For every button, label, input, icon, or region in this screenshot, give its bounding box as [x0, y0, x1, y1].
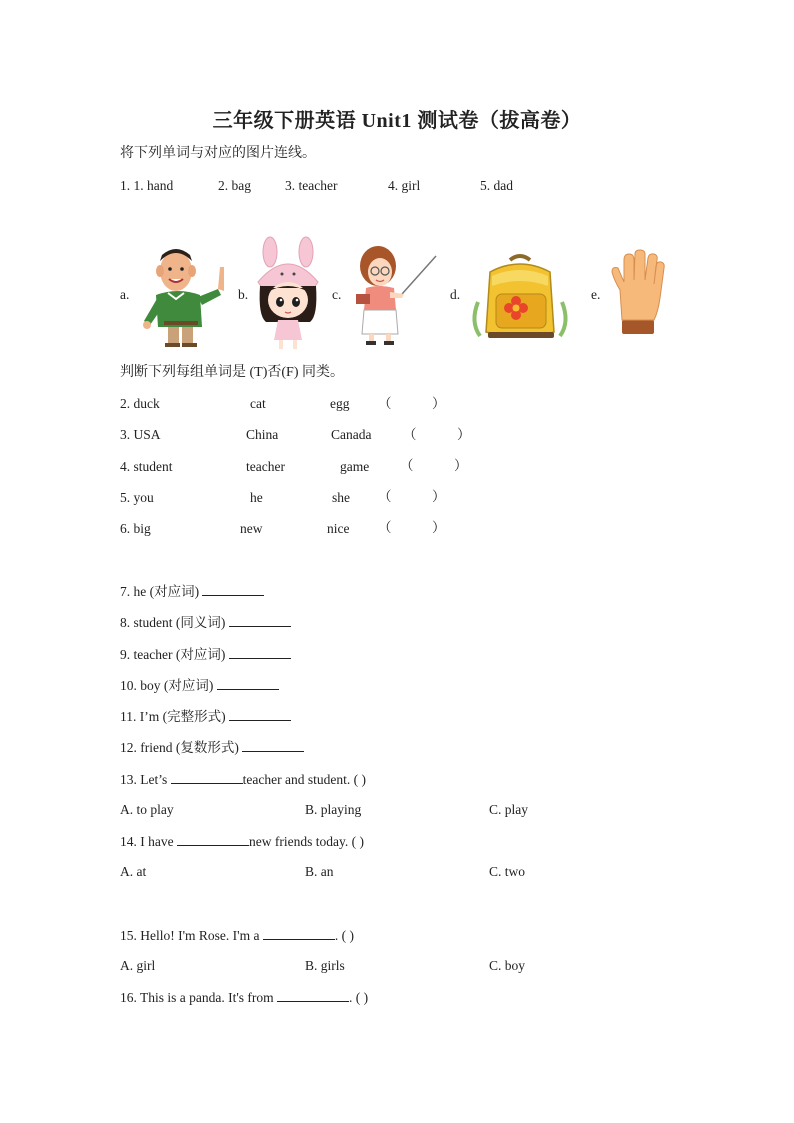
page-title: 三年级下册英语 Unit1 测试卷（拔高卷） [212, 110, 582, 132]
judge-row-4-word3: game [340, 459, 370, 474]
picture-letter-d: d. [450, 287, 461, 302]
judge-row-3-word3: Canada [331, 427, 372, 442]
word-item-11: 11. I’m (完整形式) [120, 707, 291, 726]
question-13-blank[interactable] [171, 770, 243, 784]
judge-row-2-word1: 2. duck [120, 396, 160, 411]
question-14-option-b[interactable]: B. an [305, 864, 334, 879]
answer-blank-10[interactable] [217, 676, 279, 690]
judge-row-3-word1: 3. USA [120, 427, 161, 442]
match-word-1: 1. 1. hand [120, 178, 174, 193]
judge-row-2-word2: cat [250, 396, 266, 411]
word-item-10: 10. boy (对应词) [120, 676, 279, 695]
question-14-option-c[interactable]: C. two [489, 864, 526, 879]
judge-row-6-word1: 6. big [120, 521, 151, 536]
section1-instruction: 将下列单词与对应的图片连线。 [120, 146, 316, 161]
match-word-2: 2. bag [218, 178, 251, 193]
word-item-12: 12. friend (复数形式) [120, 738, 304, 757]
answer-blank-9[interactable] [229, 645, 291, 659]
question-14-option-a[interactable]: A. at [120, 864, 147, 879]
question-13-option-c[interactable]: C. play [489, 802, 528, 817]
judge-row-4-word2: teacher [246, 459, 285, 474]
backpack-icon [470, 252, 570, 342]
question-16-blank[interactable] [277, 988, 349, 1002]
judge-row-4-word1: 4. student [120, 459, 173, 474]
question-15-blank[interactable] [263, 926, 335, 940]
teacher-pointer-icon [350, 244, 440, 346]
word-item-7: 7. he (对应词) [120, 582, 264, 601]
girl-bunny-hat-icon [252, 236, 324, 352]
answer-blank-12[interactable] [242, 738, 304, 752]
question-15-option-a[interactable]: A. girl [120, 958, 156, 973]
question-15-option-c[interactable]: C. boy [489, 958, 526, 973]
judge-row-5-answer[interactable]: （ ） [378, 489, 446, 504]
match-word-4: 4. girl [388, 178, 421, 193]
word-item-8: 8. student (同义词) [120, 613, 291, 632]
question-15-option-b[interactable]: B. girls [305, 958, 345, 973]
judge-row-4-answer[interactable]: （ ） [400, 458, 468, 473]
man-pointing-icon [138, 243, 228, 347]
picture-letter-b: b. [238, 287, 249, 302]
section2-instruction: 判断下列每组单词是 (T)否(F) 同类。 [120, 365, 344, 380]
question-14: 14. I have new friends today. ( ) [120, 834, 364, 849]
question-14-blank[interactable] [177, 832, 249, 846]
match-word-3: 3. teacher [285, 178, 338, 193]
picture-letter-c: c. [332, 287, 342, 302]
judge-row-6-word2: new [240, 521, 263, 536]
word-item-9: 9. teacher (对应词) [120, 645, 291, 664]
judge-row-3-word2: China [246, 427, 279, 442]
picture-letter-a: a. [120, 287, 130, 302]
judge-row-6-answer[interactable]: （ ） [378, 520, 446, 535]
judge-row-5-word2: he [250, 490, 263, 505]
judge-row-6-word3: nice [327, 521, 350, 536]
question-13-option-a[interactable]: A. to play [120, 802, 174, 817]
answer-blank-7[interactable] [202, 582, 264, 596]
question-15: 15. Hello! I'm Rose. I'm a . ( ) [120, 928, 354, 943]
judge-row-2-word3: egg [330, 396, 350, 411]
hand-icon [608, 250, 666, 336]
answer-blank-8[interactable] [229, 613, 291, 627]
question-13: 13. Let’s teacher and student. ( ) [120, 772, 366, 787]
picture-letter-e: e. [591, 287, 601, 302]
question-13-option-b[interactable]: B. playing [305, 802, 362, 817]
match-word-5: 5. dad [480, 178, 513, 193]
question-16: 16. This is a panda. It's from . ( ) [120, 990, 369, 1005]
judge-row-5-word3: she [332, 490, 350, 505]
answer-blank-11[interactable] [229, 707, 291, 721]
judge-row-5-word1: 5. you [120, 490, 154, 505]
judge-row-2-answer[interactable]: （ ） [378, 396, 446, 411]
judge-row-3-answer[interactable]: （ ） [403, 427, 471, 442]
